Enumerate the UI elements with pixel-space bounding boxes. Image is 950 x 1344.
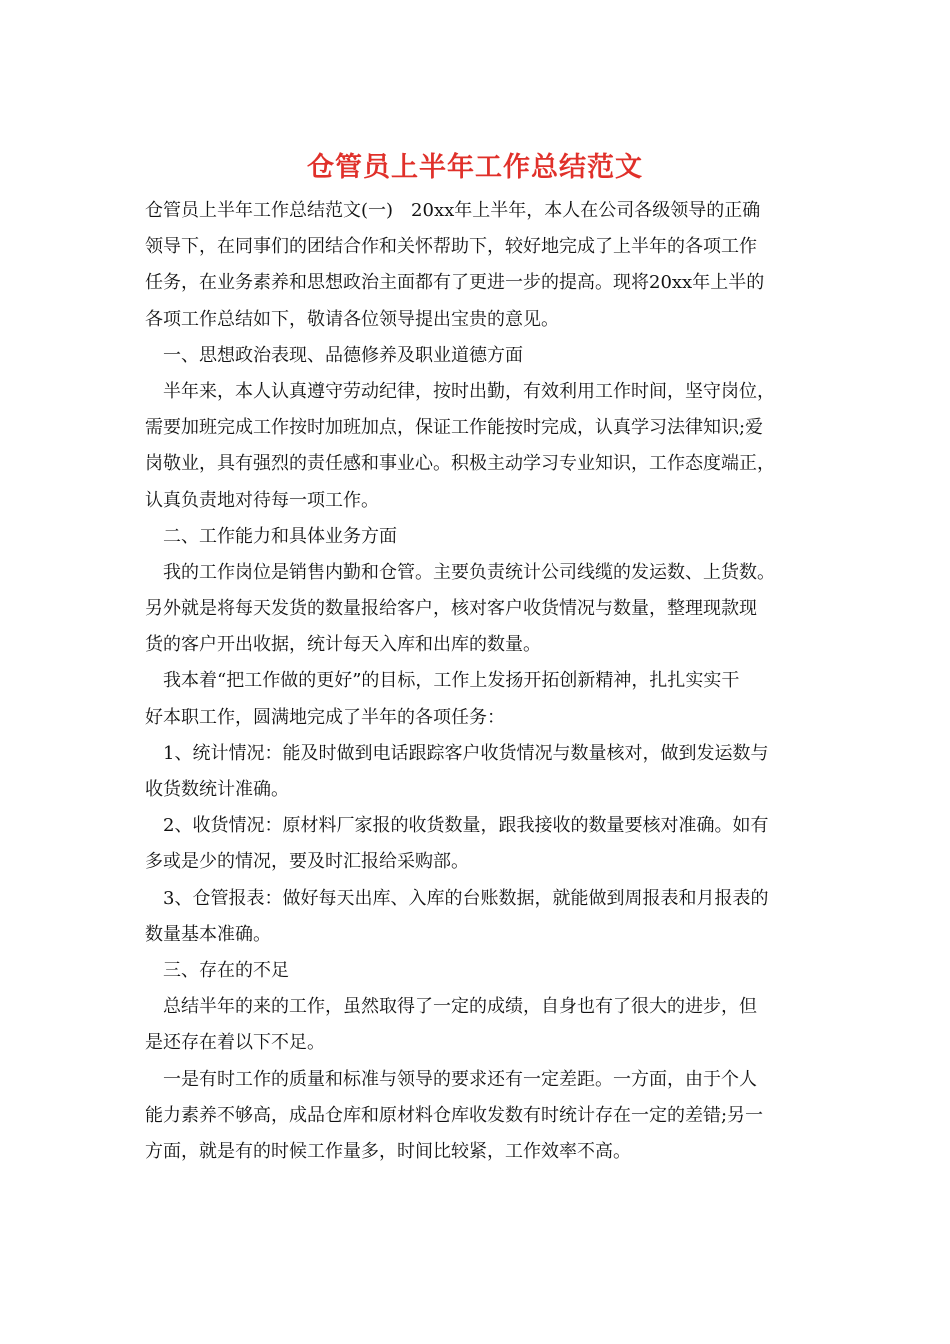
body-line: 好本职工作，圆满地完成了半年的各项任务：: [145, 706, 505, 728]
body-line: 半年来，本人认真遵守劳动纪律，按时出勤，有效利用工作时间，坚守岗位，: [163, 380, 775, 402]
document-title: 仓管员上半年工作总结范文: [307, 152, 643, 183]
body-line: 总结半年的来的工作，虽然取得了一定的成绩，自身也有了很大的进步，但: [163, 996, 757, 1018]
document-body: [145, 193, 813, 1170]
body-line: 需要加班完成工作按时加班加点，保证工作能按时完成，认真学习法律知识;爱: [145, 417, 764, 439]
body-line: 我本着“把工作做的更好”的目标，工作上发扬开拓创新精神，扎扎实实干: [163, 670, 740, 692]
list-item: 1、统计情况：能及时做到电话跟踪客户收货情况与数量核对，做到发运数与: [163, 742, 769, 764]
section-heading: 二、工作能力和具体业务方面: [163, 525, 397, 547]
list-item: 3、仓管报表：做好每天出库、入库的台账数据，就能做到周报表和月报表的: [163, 887, 769, 909]
body-line: 数量基本准确。: [145, 923, 271, 945]
body-line: 任务，在业务素养和思想政治主面都有了更进一步的提高。现将20xx年上半的: [145, 272, 765, 294]
body-line: 多或是少的情况，要及时汇报给采购部。: [145, 851, 469, 873]
body-line: 货的客户开出收据，统计每天入库和出库的数量。: [145, 634, 541, 656]
body-line: 我的工作岗位是销售内勤和仓管。主要负责统计公司线缆的发运数、上货数。: [163, 561, 775, 583]
body-line: 仓管员上半年工作总结范文(一) 20xx年上半年，本人在公司各级领导的正确: [145, 200, 761, 221]
body-line: 认真负责地对待每一项工作。: [145, 489, 379, 511]
body-line: 另外就是将每天发货的数量报给客户，核对客户收货情况与数量，整理现款现: [145, 598, 757, 620]
body-line: 能力素养不够高，成品仓库和原材料仓库收发数有时统计存在一定的差错;另一: [145, 1104, 764, 1126]
body-line: 各项工作总结如下，敬请各位领导提出宝贵的意见。: [145, 308, 559, 330]
body-line: 一是有时工作的质量和标准与领导的要求还有一定差距。一方面，由于个人: [163, 1068, 757, 1090]
section-heading: 三、存在的不足: [163, 959, 289, 981]
body-line: 方面，就是有的时候工作量多，时间比较紧，工作效率不高。: [145, 1140, 631, 1162]
section-heading: 一、思想政治表现、品德修养及职业道德方面: [163, 344, 523, 366]
body-line: 岗敬业，具有强烈的责任感和事业心。积极主动学习专业知识，工作态度端正，: [145, 453, 775, 475]
list-item: 2、收货情况：原材料厂家报的收货数量，跟我接收的数量要核对准确。如有: [163, 815, 769, 837]
body-line: 领导下，在同事们的团结合作和关怀帮助下，较好地完成了上半年的各项工作: [145, 236, 757, 258]
body-line: 收货数统计准确。: [145, 779, 289, 800]
body-line: 是还存在着以下不足。: [145, 1032, 325, 1054]
